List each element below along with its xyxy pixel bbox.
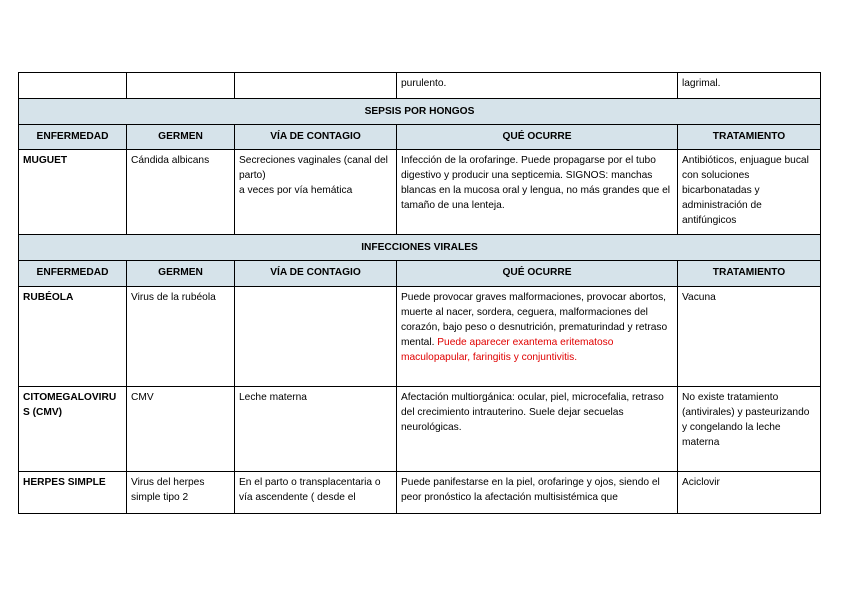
- column-header-row: [19, 261, 821, 287]
- table-row: [19, 387, 821, 472]
- cell-germen: Virus del herpes simple tipo 2: [127, 472, 235, 514]
- section-title: INFECCIONES VIRALES: [19, 235, 821, 261]
- infections-table: [18, 72, 821, 514]
- header-germen: GERMEN: [127, 261, 235, 287]
- section-header-hongos: [19, 99, 821, 125]
- cell-que-ocurre: [397, 287, 678, 387]
- section-header-virales: [19, 235, 821, 261]
- column-header-row: [19, 125, 821, 150]
- cell-que-ocurre: Afectación multiorgánica: ocular, piel, microcefalia, retraso del crecimiento intrauterino. Suele dejar secuelas neurológicas.: [397, 387, 678, 472]
- cell-tratamiento: Aciclovir: [678, 472, 821, 514]
- que-ocurre-text: Puede provocar graves malformaciones, provocar abortos, muerte al nacer, sordera, ceguera, malformaciones del corazón, bajo peso o desnutrición, prematurindad y retraso mental.: [401, 292, 668, 348]
- cell-tratamiento: No existe tratamiento (antivirales) y pasteurizando y congelando la leche materna: [678, 387, 821, 472]
- header-tratamiento: TRATAMIENTO: [678, 261, 821, 287]
- cell-enfermedad: MUGUET: [19, 150, 127, 235]
- header-tratamiento: TRATAMIENTO: [678, 125, 821, 150]
- cell-germen: [127, 73, 235, 99]
- cell-via: En el parto o transplacentaria o vía ascendente ( desde el: [235, 472, 397, 514]
- cell-enfermedad: RUBÉOLA: [19, 287, 127, 387]
- cell-tratamiento: Antibióticos, enjuague bucal con soluciones bicarbonatadas y administración de antifúngicos: [678, 150, 821, 235]
- header-enfermedad: ENFERMEDAD: [19, 125, 127, 150]
- document-page: [18, 72, 820, 514]
- header-germen: GERMEN: [127, 125, 235, 150]
- header-que-ocurre: QUÉ OCURRE: [397, 125, 678, 150]
- cell-enfermedad: HERPES SIMPLE: [19, 472, 127, 514]
- header-que-ocurre: QUÉ OCURRE: [397, 261, 678, 287]
- cell-germen: CMV: [127, 387, 235, 472]
- section-title: SEPSIS POR HONGOS: [19, 99, 821, 125]
- cell-via: Secreciones vaginales (canal del parto) a veces por vía hemática: [235, 150, 397, 235]
- cell-germen: Virus de la rubéola: [127, 287, 235, 387]
- table-row: [19, 472, 821, 514]
- table-row: [19, 73, 821, 99]
- cell-enfermedad: [19, 73, 127, 99]
- table-row: [19, 287, 821, 387]
- cell-via: [235, 287, 397, 387]
- table-row: [19, 150, 821, 235]
- header-via: VÍA DE CONTAGIO: [235, 261, 397, 287]
- cell-via: [235, 73, 397, 99]
- cell-germen: Cándida albicans: [127, 150, 235, 235]
- cell-tratamiento: Vacuna: [678, 287, 821, 387]
- cell-que-ocurre: purulento.: [397, 73, 678, 99]
- cell-via: Leche materna: [235, 387, 397, 472]
- cell-enfermedad: CITOMEGALOVIRUS (CMV): [19, 387, 127, 472]
- header-via: VÍA DE CONTAGIO: [235, 125, 397, 150]
- header-enfermedad: ENFERMEDAD: [19, 261, 127, 287]
- cell-que-ocurre: Infección de la orofaringe. Puede propagarse por el tubo digestivo y producir una septicemia. SIGNOS: manchas blancas en la mucosa oral y lengua, no más grandes que el tamaño de una lenteja.: [397, 150, 678, 235]
- que-ocurre-highlight: Puede aparecer exantema eritematoso maculopapular, faringitis y conjuntivitis.: [401, 337, 614, 363]
- cell-que-ocurre: Puede panifestarse en la piel, orofaringe y ojos, siendo el peor pronóstico la afectación multisistémica que: [397, 472, 678, 514]
- cell-tratamiento: lagrimal.: [678, 73, 821, 99]
